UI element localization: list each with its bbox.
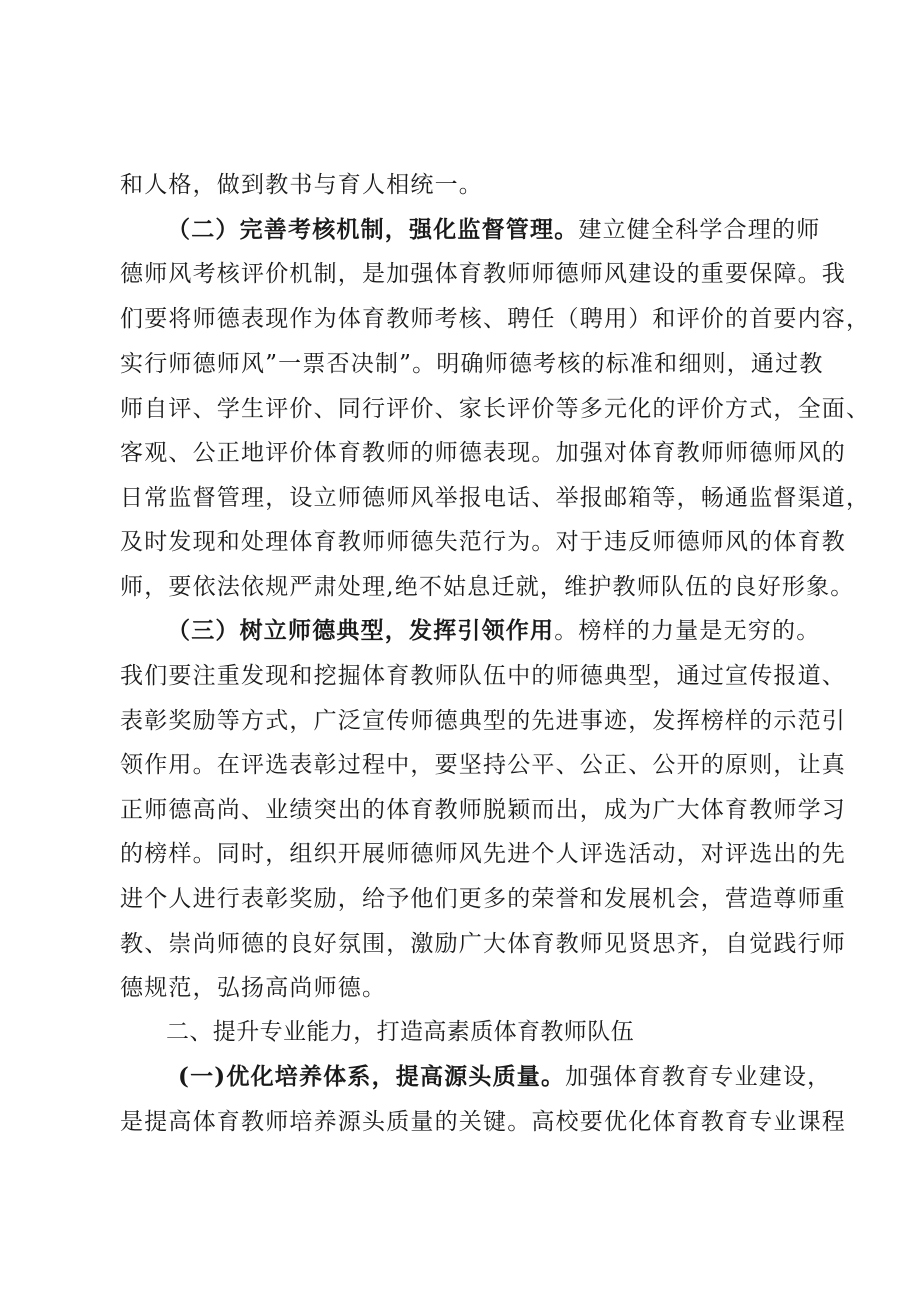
paragraph-line: 日常监督管理，设立师德师风举报电话、举报邮箱等，畅通监督渠道， xyxy=(120,485,871,511)
paragraph-line: 教、崇尚师德的良好氛围，激励广大体育教师见贤思齐，自觉践行师 xyxy=(120,931,846,957)
paragraph-line: 进个人进行表彰奖励，给予他们更多的荣誉和发展机会，营造尊师重 xyxy=(120,886,846,912)
section-lead-line: （二）完善考核机制，强化监督管理。建立健全科学合理的师 xyxy=(167,216,821,243)
paragraph-line: 是提高体育教师培养源头质量的关键。高校要优化体育教育专业课程 xyxy=(120,1109,846,1135)
paragraph-line: 的榜样。同时，组织开展师德师风先进个人评选活动，对评选出的先 xyxy=(120,841,846,867)
paragraph-line: 师，要依法依规严肃处理,绝不姑息迁就，维护教师队伍的良好形象。 xyxy=(120,574,855,600)
paragraph-line: 德师风考核评价机制，是加强体育教师师德师风建设的重要保障。我 xyxy=(120,261,846,287)
paragraph-line: 我们要注重发现和挖掘体育教师队伍中的师德典型，通过宣传报道、 xyxy=(120,663,846,689)
section-lead-line: （三）树立师德典型，发挥引领作用。榜样的力量是无穷的。 xyxy=(167,617,821,644)
paragraph-line: 领作用。在评选表彰过程中，要坚持公平、公正、公开的原则，让真 xyxy=(120,752,846,778)
paragraph-line: 及时发现和处理体育教师师德失范行为。对于违反师德师风的体育教 xyxy=(120,529,846,555)
section-title: （三）树立师德典型，发挥引领作用 xyxy=(167,617,555,644)
paragraph-line: 正师德高尚、业绩突出的体育教师脱颖而出，成为广大体育教师学习 xyxy=(120,797,846,823)
paragraph-line: 师自评、学生评价、同行评价、家长评价等多元化的评价方式，全面、 xyxy=(120,396,871,422)
paragraph-line: 客观、公正地评价体育教师的师德表现。加强对体育教师师德师风的 xyxy=(120,440,846,466)
section-lead-line: (一)优化培养体系，提高源头质量。加强体育教育专业建设， xyxy=(178,1063,832,1090)
chapter-heading: 二、提升专业能力，打造高素质体育教师队伍 xyxy=(166,1019,634,1045)
paragraph-line: 德规范，弘扬高尚师德。 xyxy=(120,975,387,1001)
paragraph-line: 实行师德师风”一票否决制”。明确师德考核的标准和细则，通过教 xyxy=(120,351,824,377)
paragraph-line: 表彰奖励等方式，广泛宣传师德典型的先进事迹，发挥榜样的示范引 xyxy=(120,708,846,734)
paragraph-line: 和人格，做到教书与育人相统一。 xyxy=(120,172,483,198)
paragraph-line: 们要将师德表现作为体育教师考核、聘任（聘用）和评价的首要内容， xyxy=(120,306,871,332)
section-title: （二）完善考核机制，强化监督管理。 xyxy=(167,216,579,243)
section-title: (一)优化培养体系，提高源头质量。 xyxy=(178,1063,566,1090)
